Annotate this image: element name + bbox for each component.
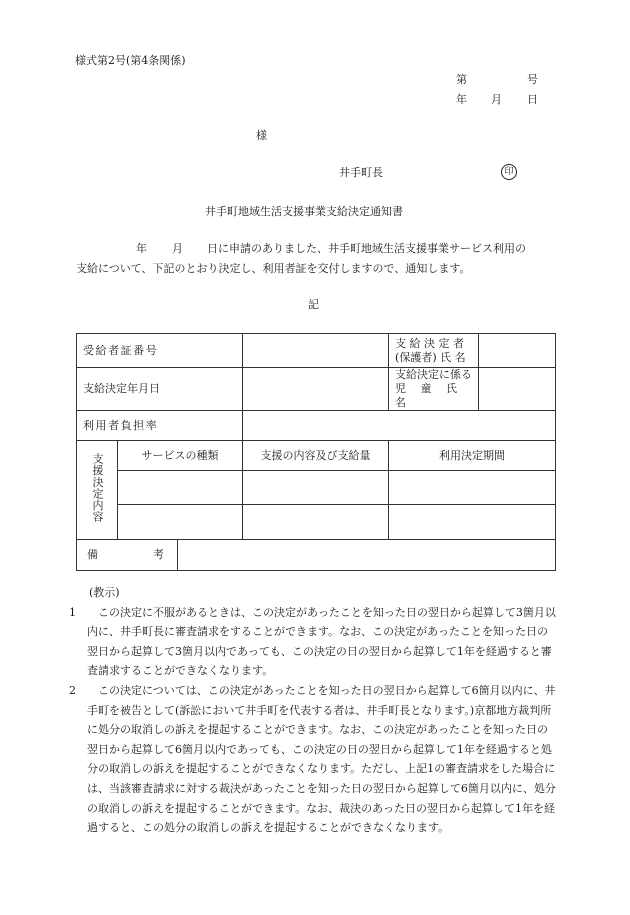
child-name-label xyxy=(389,368,479,411)
decision-table xyxy=(76,333,556,571)
issue-date-day: 日 xyxy=(527,93,538,106)
issue-date-year: 年 xyxy=(456,93,467,106)
seal-mark: 印 xyxy=(501,164,517,180)
issue-date-month: 月 xyxy=(491,93,502,106)
recipient-number-value[interactable] xyxy=(243,334,389,368)
remarks-value[interactable] xyxy=(178,540,556,571)
usage-period-cell-2[interactable] xyxy=(389,505,556,540)
decision-content-label xyxy=(77,441,118,540)
application-date-year: 年 xyxy=(136,242,147,255)
support-content-cell-1[interactable] xyxy=(243,471,389,505)
guardian-name-value[interactable] xyxy=(479,334,556,368)
guardian-line-2: (保護者) 氏 名 xyxy=(395,350,466,364)
notice-item-2-number: 2 xyxy=(69,683,76,697)
usage-period-cell-1[interactable] xyxy=(389,471,556,505)
child-name-value[interactable] xyxy=(479,368,556,411)
notice-heading: (教示) xyxy=(89,586,120,599)
copay-rate-label: 利用者負担率 xyxy=(77,411,243,441)
notice-item-2 xyxy=(69,681,557,838)
child-line-2: 児 童 氏 名 xyxy=(395,382,463,409)
copay-rate-value[interactable] xyxy=(243,411,556,441)
guardian-name-label xyxy=(389,334,479,368)
sender-name: 井手町長 xyxy=(339,166,383,179)
notice-item-2-text: この決定については、この決定があったことを知った日の翌日から起算して6箇月以内に、井手町を被告として(訴訟において井手町を代表する者は、井手町長となります。)京都地方裁判所に処分の取消しの訴えを提起することができます。なお、この決定があったことを知った日の翌日から起算して6箇月以内であっても、この決定の日の翌日から起算して1年を経過すると処分の取消しの訴えを提起することができなくなります。ただし、上記1の審査請求をした場合には、当該審査請求に対する裁決があったことを知った日の翌日から起算して6箇月以内に、処分の取消しの訴えを提起することができます。なお、裁決のあった日の翌日から起算して1年を経過すると、この処分の取消しの訴えを提起することができなくなります。 xyxy=(87,683,556,835)
remarks-label: 備 考 xyxy=(77,540,178,571)
recipient-number-label: 受給者証番号 xyxy=(77,334,243,368)
decision-content-text: 支援決定内容 xyxy=(91,453,104,523)
child-line-1: 支給決定に係る xyxy=(395,368,473,381)
notice-item-1-number: 1 xyxy=(69,605,76,619)
service-type-cell-1[interactable] xyxy=(118,471,243,505)
document-title: 井手町地域生活支援事業支給決定通知書 xyxy=(205,205,403,218)
notice-item-1 xyxy=(69,603,557,681)
support-content-header: 支援の内容及び支給量 xyxy=(243,441,389,471)
service-type-cell-2[interactable] xyxy=(118,505,243,540)
usage-period-header: 利用決定期間 xyxy=(389,441,556,471)
service-type-header: サービスの種類 xyxy=(118,441,243,471)
guardian-line-1: 支 給 決 定 者 xyxy=(395,336,465,350)
appeal-notice xyxy=(69,583,557,838)
body-line-1: 日に申請のありました、井手町地域生活支援事業サービス利用の xyxy=(207,242,526,255)
document-number-label: 第 xyxy=(456,73,467,86)
form-number: 様式第2号(第4条関係) xyxy=(75,54,186,67)
document-number-suffix: 号 xyxy=(527,73,538,86)
body-line-2: 支給について、下記のとおり決定し、利用者証を交付しますので、通知します。 xyxy=(76,262,471,275)
application-date-month: 月 xyxy=(172,242,183,255)
ki-heading: 記 xyxy=(308,298,319,311)
notice-item-1-text: この決定に不服があるときは、この決定があったことを知った日の翌日から起算して3箇月以内に、井手町長に審査請求をすることができます。なお、この決定があったことを知った日の翌日から起算して3箇月以内であっても、この決定の日の翌日から起算して1年を経過すると審査請求することができなくなります。 xyxy=(87,605,556,678)
decision-date-value[interactable] xyxy=(243,368,389,411)
addressee-suffix: 様 xyxy=(256,129,267,142)
support-content-cell-2[interactable] xyxy=(243,505,389,540)
decision-date-label: 支給決定年月日 xyxy=(77,368,243,411)
